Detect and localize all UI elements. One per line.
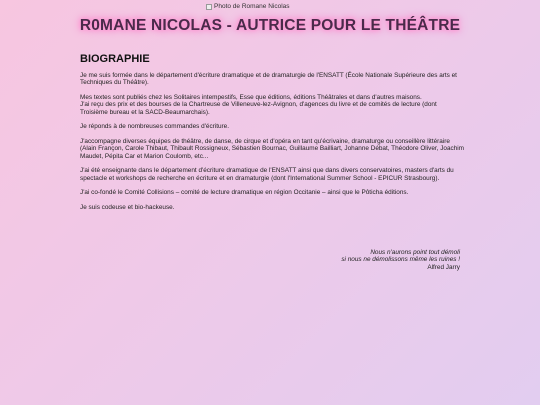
page-title: R0MANE NICOLAS - AUTRICE POUR LE THÉÂTRE — [79, 17, 461, 34]
bio-paragraph: Je réponds à de nombreuses commandes d'écriture. — [80, 123, 229, 131]
bio-paragraph: J'ai co-fondé le Comité Collisions – comité de lecture dramatique en région Occitanie – ainsi que le Pôticha éditions. — [80, 189, 409, 197]
biography-content — [80, 72, 465, 219]
broken-image-icon — [206, 4, 212, 10]
bio-paragraph: Je suis codeuse et bio-hackeuse. — [80, 204, 175, 211]
bio-line: Mes textes sont publiés chez les Solitaires intempestifs, Esse que éditions, éditions Théâtrales et dans d'autres maisons. — [80, 94, 422, 101]
section-heading: BIOGRAPHIE — [80, 53, 150, 65]
profile-photo-broken — [206, 3, 290, 10]
quote-author: Alfred Jarry — [427, 263, 460, 271]
bio-paragraph: J'accompagne diverses équipes de théâtre, de danse, de cirque et d'opéra en tant qu'écrivaine, dramaturge ou conseillère littéraire (Alain Françon, Carole Thibaut, Thibault Rossigneux, Sébastien Bournac, Guillaume Bailliart, Johanne Débat, Théodore Oliver, Joachim Maudet, Pépita Car et Marion Coulomb, etc... — [80, 138, 465, 160]
bio-paragraph: Je me suis formée dans le département d'écriture dramatique et de dramaturgie de l'ENSATT (École Nationale Supérieure des arts et Techniques du Théâtre). — [80, 72, 457, 87]
quote-block — [341, 249, 460, 271]
bio-paragraph — [80, 94, 465, 116]
bio-line: J'ai reçu des prix et des bourses de la Chartreuse de Villeneuve-lez-Avignon, d'agences du livre et de comités de lecture (dont Troisième bureau et la SACD-Beaumarchais). — [80, 101, 437, 116]
bio-paragraph: J'ai été enseignante dans le département d'écriture dramatique de l'ENSATT ainsi que dans divers conservatoires, masters d'arts du spectacle et workshops de recherche en écriture et en dramaturgie (dont l'International Summer School - EPICUR Strasbourg). — [80, 167, 454, 182]
quote-line: Nous n'aurons point tout démoli — [370, 249, 460, 256]
quote-line: si nous ne démolissons même les ruines ! — [341, 256, 460, 264]
profile-photo-alt-text: Photo de Romane Nicolas — [214, 3, 290, 10]
